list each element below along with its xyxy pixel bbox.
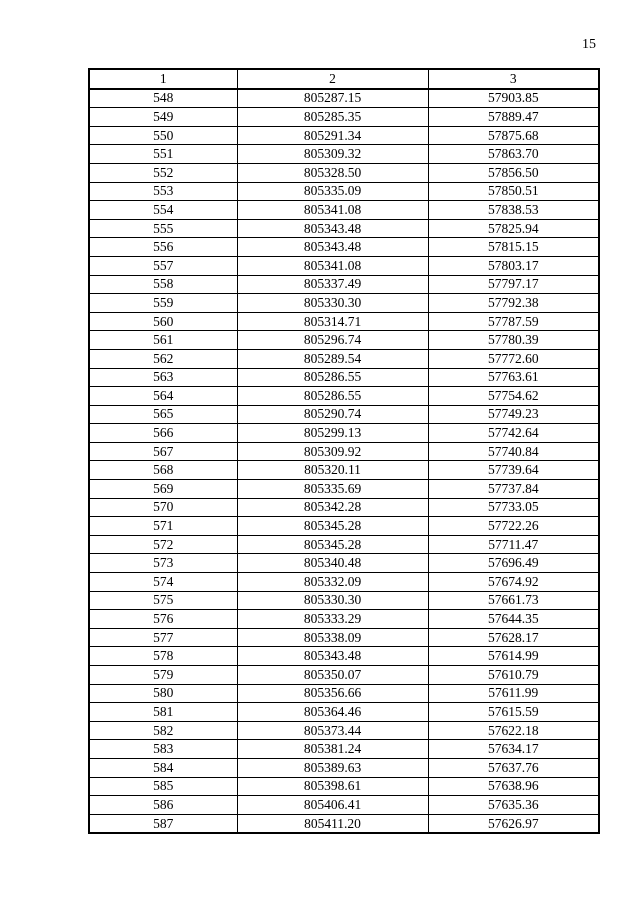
table-row [89,610,599,629]
point-number-cell: 565 [89,405,237,424]
table-row [89,647,599,666]
table-row [89,498,599,517]
table-row [89,517,599,536]
coordinate-y-cell: 57614.99 [428,647,599,666]
table-row [89,256,599,275]
point-number-cell: 578 [89,647,237,666]
coordinate-x-cell: 805373.44 [237,721,428,740]
table-row [89,461,599,480]
column-header-2: 2 [237,69,428,89]
table-row [89,294,599,313]
point-number-cell: 550 [89,126,237,145]
coordinate-y-cell: 57711.47 [428,535,599,554]
coordinate-x-cell: 805341.08 [237,201,428,220]
coordinate-x-cell: 805290.74 [237,405,428,424]
point-number-cell: 587 [89,814,237,833]
point-number-cell: 577 [89,628,237,647]
table-row [89,424,599,443]
coordinate-x-cell: 805350.07 [237,666,428,685]
coordinate-y-cell: 57803.17 [428,256,599,275]
coordinate-y-cell: 57696.49 [428,554,599,573]
point-number-cell: 569 [89,480,237,499]
table-row [89,126,599,145]
coordinate-x-cell: 805343.48 [237,219,428,238]
table-row [89,666,599,685]
table-row [89,312,599,331]
coordinate-y-cell: 57644.35 [428,610,599,629]
coordinate-x-cell: 805309.32 [237,145,428,164]
point-number-cell: 560 [89,312,237,331]
table-row [89,740,599,759]
table-row [89,554,599,573]
point-number-cell: 549 [89,108,237,127]
table-row [89,535,599,554]
coordinate-y-cell: 57722.26 [428,517,599,536]
coordinate-x-cell: 805330.30 [237,294,428,313]
point-number-cell: 571 [89,517,237,536]
point-number-cell: 558 [89,275,237,294]
coordinate-y-cell: 57740.84 [428,442,599,461]
coordinate-y-cell: 57875.68 [428,126,599,145]
point-number-cell: 557 [89,256,237,275]
table-row [89,368,599,387]
coordinate-x-cell: 805364.46 [237,703,428,722]
point-number-cell: 554 [89,201,237,220]
column-header-1: 1 [89,69,237,89]
coordinate-x-cell: 805343.48 [237,647,428,666]
coordinate-y-cell: 57634.17 [428,740,599,759]
coordinate-x-cell: 805345.28 [237,517,428,536]
coordinate-x-cell: 805286.55 [237,368,428,387]
table-row [89,628,599,647]
coordinate-x-cell: 805328.50 [237,163,428,182]
point-number-cell: 579 [89,666,237,685]
table-row [89,796,599,815]
coordinate-y-cell: 57742.64 [428,424,599,443]
coordinate-x-cell: 805337.49 [237,275,428,294]
coordinate-y-cell: 57792.38 [428,294,599,313]
table-row [89,405,599,424]
point-number-cell: 573 [89,554,237,573]
coordinate-y-cell: 57889.47 [428,108,599,127]
table-row [89,480,599,499]
point-number-cell: 580 [89,684,237,703]
coordinate-x-cell: 805340.48 [237,554,428,573]
point-number-cell: 586 [89,796,237,815]
coordinate-y-cell: 57637.76 [428,758,599,777]
point-number-cell: 570 [89,498,237,517]
point-number-cell: 576 [89,610,237,629]
coordinate-y-cell: 57763.61 [428,368,599,387]
coordinate-x-cell: 805356.66 [237,684,428,703]
coordinate-x-cell: 805335.69 [237,480,428,499]
coordinate-x-cell: 805335.09 [237,182,428,201]
coordinate-x-cell: 805299.13 [237,424,428,443]
table-row [89,349,599,368]
coordinate-y-cell: 57737.84 [428,480,599,499]
table-row [89,703,599,722]
coordinate-x-cell: 805341.08 [237,256,428,275]
coordinate-y-cell: 57838.53 [428,201,599,220]
coordinate-x-cell: 805381.24 [237,740,428,759]
coordinate-y-cell: 57863.70 [428,145,599,164]
point-number-cell: 584 [89,758,237,777]
table-body [89,89,599,834]
coordinate-x-cell: 805411.20 [237,814,428,833]
coordinate-x-cell: 805343.48 [237,238,428,257]
point-number-cell: 567 [89,442,237,461]
point-number-cell: 568 [89,461,237,480]
coordinate-x-cell: 805296.74 [237,331,428,350]
coordinate-y-cell: 57661.73 [428,591,599,610]
coordinate-x-cell: 805333.29 [237,610,428,629]
coordinate-x-cell: 805320.11 [237,461,428,480]
point-number-cell: 552 [89,163,237,182]
coordinate-y-cell: 57615.59 [428,703,599,722]
table-row [89,108,599,127]
coordinate-x-cell: 805332.09 [237,573,428,592]
table-row [89,573,599,592]
table-row [89,163,599,182]
coordinate-y-cell: 57797.17 [428,275,599,294]
table-row [89,777,599,796]
point-number-cell: 555 [89,219,237,238]
coordinate-y-cell: 57610.79 [428,666,599,685]
table-row [89,814,599,833]
table-row [89,89,599,108]
table-row [89,387,599,406]
point-number-cell: 574 [89,573,237,592]
coordinate-x-cell: 805389.63 [237,758,428,777]
point-number-cell: 566 [89,424,237,443]
column-header-3: 3 [428,69,599,89]
coordinate-x-cell: 805342.28 [237,498,428,517]
coordinate-x-cell: 805314.71 [237,312,428,331]
coordinate-y-cell: 57674.92 [428,573,599,592]
point-number-cell: 563 [89,368,237,387]
coordinate-y-cell: 57856.50 [428,163,599,182]
point-number-cell: 559 [89,294,237,313]
point-number-cell: 572 [89,535,237,554]
table-row [89,219,599,238]
table-row [89,238,599,257]
coordinate-y-cell: 57772.60 [428,349,599,368]
coordinate-x-cell: 805286.55 [237,387,428,406]
point-number-cell: 548 [89,89,237,108]
coordinate-y-cell: 57754.62 [428,387,599,406]
table-header-row [89,69,599,89]
page-number: 15 [582,37,596,52]
coordinate-x-cell: 805345.28 [237,535,428,554]
coordinates-table [88,68,600,834]
table-row [89,182,599,201]
coordinate-y-cell: 57815.15 [428,238,599,257]
point-number-cell: 581 [89,703,237,722]
point-number-cell: 582 [89,721,237,740]
table-row [89,275,599,294]
point-number-cell: 583 [89,740,237,759]
coordinate-x-cell: 805398.61 [237,777,428,796]
point-number-cell: 561 [89,331,237,350]
coordinate-x-cell: 805291.34 [237,126,428,145]
coordinate-y-cell: 57749.23 [428,405,599,424]
point-number-cell: 553 [89,182,237,201]
coordinate-y-cell: 57780.39 [428,331,599,350]
coordinate-y-cell: 57903.85 [428,89,599,108]
coordinate-x-cell: 805406.41 [237,796,428,815]
table-row [89,758,599,777]
point-number-cell: 556 [89,238,237,257]
point-number-cell: 562 [89,349,237,368]
coordinate-y-cell: 57638.96 [428,777,599,796]
table-row [89,684,599,703]
table-row [89,442,599,461]
coordinate-y-cell: 57787.59 [428,312,599,331]
coordinate-y-cell: 57733.05 [428,498,599,517]
point-number-cell: 564 [89,387,237,406]
coordinate-x-cell: 805338.09 [237,628,428,647]
coordinate-y-cell: 57635.36 [428,796,599,815]
table-row [89,145,599,164]
coordinate-x-cell: 805289.54 [237,349,428,368]
coordinate-x-cell: 805285.35 [237,108,428,127]
point-number-cell: 575 [89,591,237,610]
coordinate-x-cell: 805330.30 [237,591,428,610]
table-row [89,721,599,740]
coordinate-y-cell: 57611.99 [428,684,599,703]
coordinate-y-cell: 57628.17 [428,628,599,647]
coordinate-x-cell: 805287.15 [237,89,428,108]
coordinate-y-cell: 57825.94 [428,219,599,238]
coordinate-y-cell: 57626.97 [428,814,599,833]
coordinate-x-cell: 805309.92 [237,442,428,461]
coordinate-y-cell: 57739.64 [428,461,599,480]
coordinate-y-cell: 57622.18 [428,721,599,740]
table-row [89,591,599,610]
point-number-cell: 585 [89,777,237,796]
table-row [89,201,599,220]
point-number-cell: 551 [89,145,237,164]
coordinate-y-cell: 57850.51 [428,182,599,201]
table-row [89,331,599,350]
